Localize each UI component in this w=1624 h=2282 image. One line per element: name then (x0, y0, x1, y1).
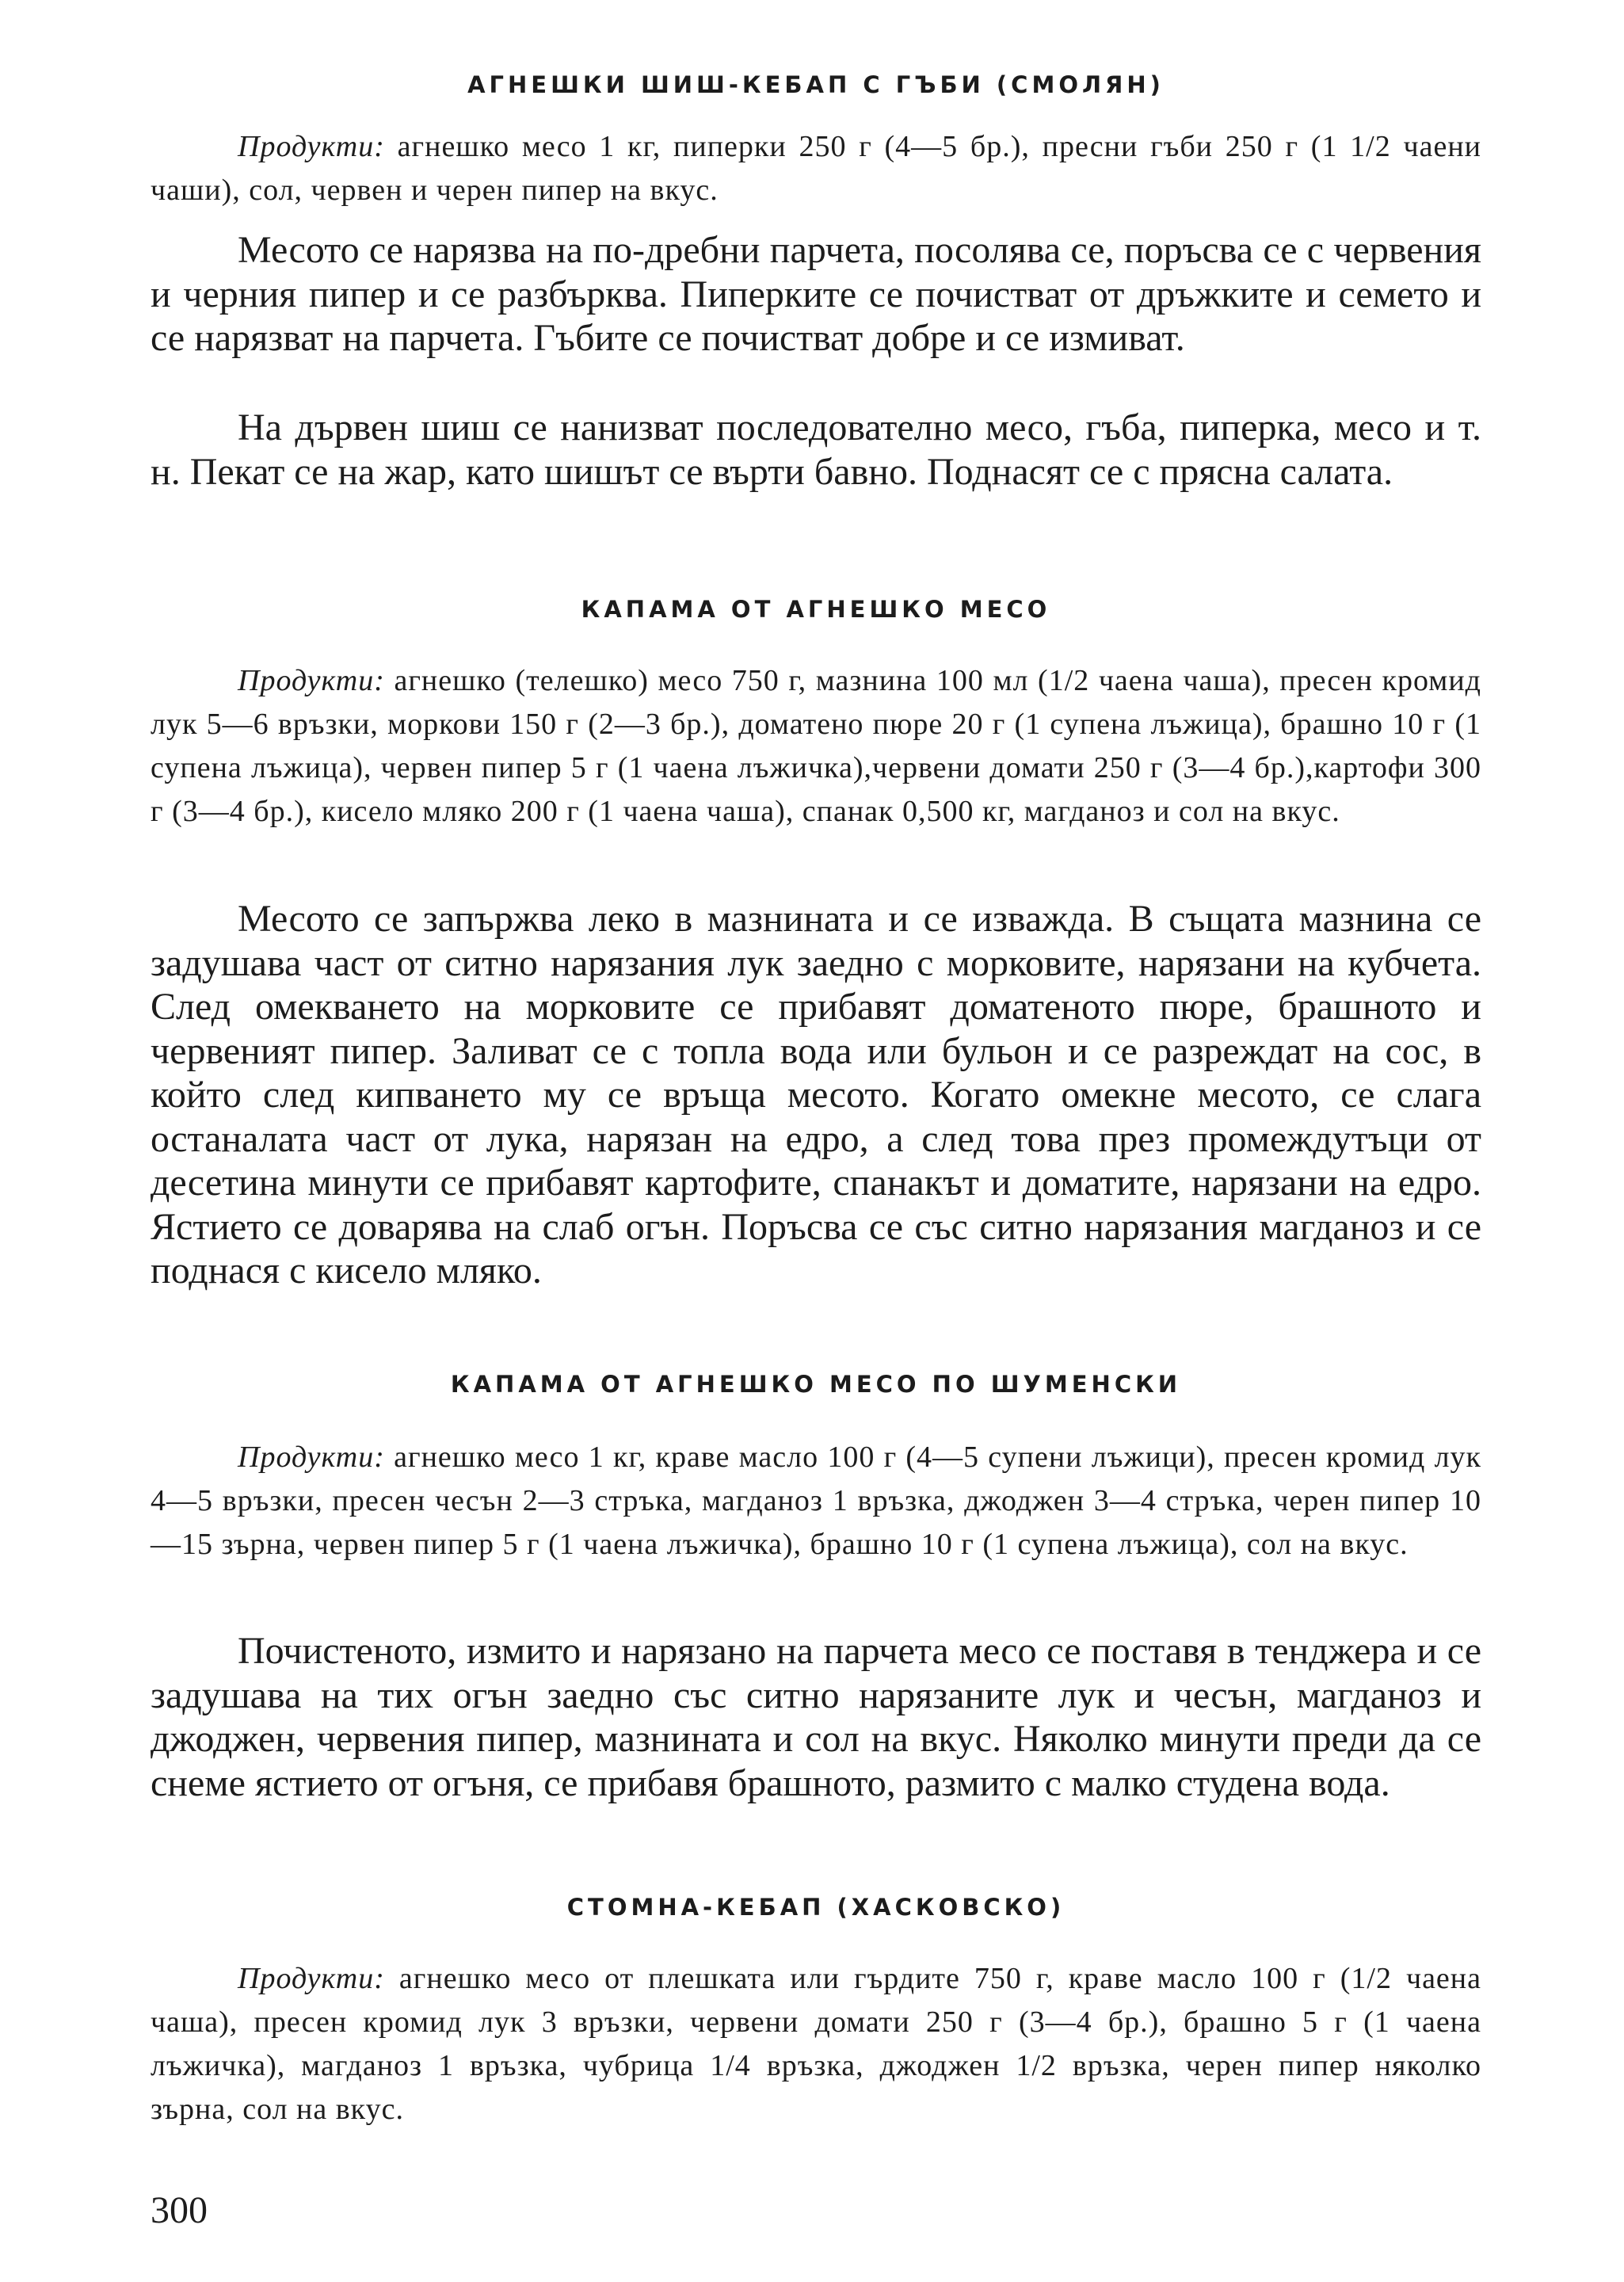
recipe-ingredients (151, 659, 1481, 834)
recipe-ingredients (151, 1957, 1481, 2131)
ingredients-label: Продукти: (238, 664, 385, 697)
recipe-ingredients (151, 125, 1481, 212)
ingredients-label: Продукти: (238, 130, 385, 163)
recipe-title: АГНЕШКИ ШИШ-КЕБАП С ГЪБИ (СМОЛЯН) (467, 71, 1165, 98)
recipe-title: КАПАМА ОТ АГНЕШКО МЕСО ПО ШУМЕНСКИ (450, 1371, 1182, 1398)
ingredients-text: агнешко месо 1 кг, краве масло 100 г (4—5 супени лъжици), пресен кромид лук 4—5 връзки, пресен чесън 2—3 стръка, магданоз 1 връзка, джоджен 3—4 стръка, черен пипер 10—15 зърна, червен пипер 5 г (1 чаена лъжичка), брашно 10 г (1 супена лъжица), сол на вкус. (151, 1441, 1482, 1561)
recipe-paragraph: Месото се нарязва на по-дребни парчета, посолява се, поръсва се с червения и черния пипер и се разбърква. Пиперките се почистват от дръжките и семето и се нарязват на парчета. Гъбите се почистват добре и се измиват. (151, 229, 1481, 359)
ingredients-text: агнешко месо от плешката или гърдите 750 г, краве масло 100 г (1/2 чаена чаша), пресен кромид лук 3 връзки, червени домати 250 г (3—4 бр.), брашно 5 г (1 чаена лъжичка), магданоз 1 връзка, чубрица 1/4 връзка, джоджен 1/2 връзка, черен пипер няколко зърна, сол на вкус. (151, 1962, 1481, 2126)
ingredients-text: агнешко (телешко) месо 750 г, мазнина 100 мл (1/2 чаена чаша), пресен кромид лук 5—6 връзки, моркови 150 г (2—3 бр.), доматено пюре 20 г (1 супена лъжица), брашно 10 г (1 супена лъжица), червен пипер 5 г (1 чаена лъжичка),червени домати 250 г (3—4 бр.),картофи 300 г (3—4 бр.), кисело мляко 200 г (1 чаена чаша), спанак 0,500 кг, магданоз и сол на вкус. (151, 664, 1481, 828)
recipe-paragraph: Месото се запържва леко в мазнината и се изважда. В същата мазнина се задушава част от ситно нарязания лук заедно с морковите, нарязани на кубчета. След омекването на морковите се прибавят доматеното пюре, брашното и червеният пипер. Заливат се с топла вода или бульон и се разреждат на сос, в който след кипването му се връща месото. Когато омекне месото, се слага останалата част от лука, нарязан на едро, а след това през промеждутъци от десетина минути се прибавят картофите, спанакът и доматите, нарязани на едро. Ястието се доварява на слаб огън. Поръсва се със ситно нарязания магданоз и се поднася с кисело мляко. (151, 898, 1481, 1292)
recipe-title: СТОМНА-КЕБАП (ХАСКОВСКО) (566, 1894, 1066, 1921)
ingredients-label: Продукти: (238, 1441, 385, 1474)
page-number: 300 (151, 2189, 208, 2231)
recipe-paragraph: На дървен шиш се нанизват последователно месо, гъба, пиперка, месо и т. н. Пекат се на жар, като шишът се върти бавно. Поднасят се с прясна салата. (151, 406, 1481, 493)
recipe-title: КАПАМА ОТ АГНЕШКО МЕСО (581, 596, 1051, 623)
recipe-ingredients (151, 1436, 1481, 1566)
recipe-paragraph: Почистеното, измито и нарязано на парчета месо се поставя в тенджера и се задушава на тих огън заедно със ситно нарязаните лук и чесън, магданоз и джоджен, червения пипер, мазнината и сол на вкус. Няколко минути преди да се снеме ястието от огъня, се прибавя брашното, размито с малко студена вода. (151, 1630, 1481, 1804)
ingredients-label: Продукти: (238, 1962, 385, 1995)
ingredients-text: агнешко месо 1 кг, пиперки 250 г (4—5 бр.), пресни гъби 250 г (1 1/2 чаени чаши), сол, червен и черен пипер на вкус. (151, 130, 1481, 207)
